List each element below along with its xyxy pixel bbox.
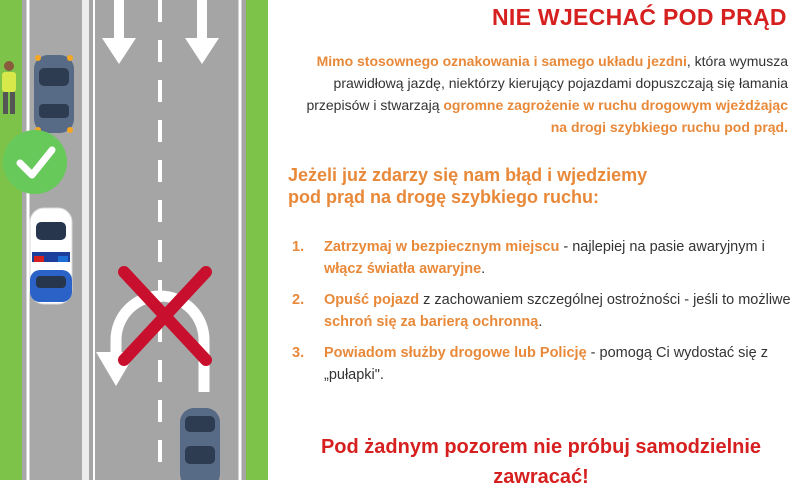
road-main-carriageway (86, 0, 246, 480)
step-text: - pomogą Ci wydostać się z „pułapki". (324, 345, 768, 383)
step-text: - najlepiej na pasie awaryjnym i (559, 239, 765, 255)
step-highlight: Opuść pojazd (324, 292, 420, 308)
list-item (292, 236, 792, 280)
warning-text: Pod żadnym pozorem nie próbuj samodzielnie zawracać! (320, 436, 762, 488)
step-text: . (481, 261, 486, 277)
car-icon (180, 408, 220, 480)
list-item (292, 289, 792, 333)
step-number: 2. (292, 292, 305, 308)
intro-highlight-1: Mimo stosownego oznakowania i samego układu jezdni (316, 53, 687, 69)
intro-highlight-2: ogromne zagrożenie w ruchu drogowym wjeżdżając na drogi szybkiego ruchu pod prąd. (443, 97, 788, 135)
step-highlight: Powiadom służby drogowe lub Policję (324, 345, 587, 361)
info-panel (282, 0, 800, 488)
police-car-icon (30, 208, 72, 304)
list-item (292, 342, 792, 386)
subheading: Jeżeli już zdarzy się nam błąd i wjedziemy pod prąd na drogę szybkiego ruchu: (288, 165, 648, 207)
intro-paragraph (292, 50, 788, 138)
step-text: z zachowaniem szczególnej ostrożności - jeśli to możliwe (419, 292, 791, 308)
road-illustration (0, 0, 280, 480)
intro-text: , która wymusza prawidłową jazdę, niektórzy kierujący pojazdami dopuszczają się łamania przepisów i stwarzają (306, 53, 788, 113)
green-check-icon (3, 130, 67, 194)
step-highlight: włącz światła awaryjne (324, 261, 482, 277)
steps-list (292, 236, 792, 395)
step-number: 3. (292, 345, 305, 361)
step-text: . (538, 314, 543, 330)
barrier (82, 0, 89, 480)
car-icon (34, 55, 74, 133)
step-highlight: schroń się za barierą ochronną (324, 314, 539, 330)
page-title: NIE WJECHAĆ POD PRĄD (492, 4, 787, 30)
step-highlight: Zatrzymaj w bezpiecznym miejscu (324, 239, 560, 255)
grass-strip-right (246, 0, 268, 480)
step-number: 1. (292, 239, 305, 255)
